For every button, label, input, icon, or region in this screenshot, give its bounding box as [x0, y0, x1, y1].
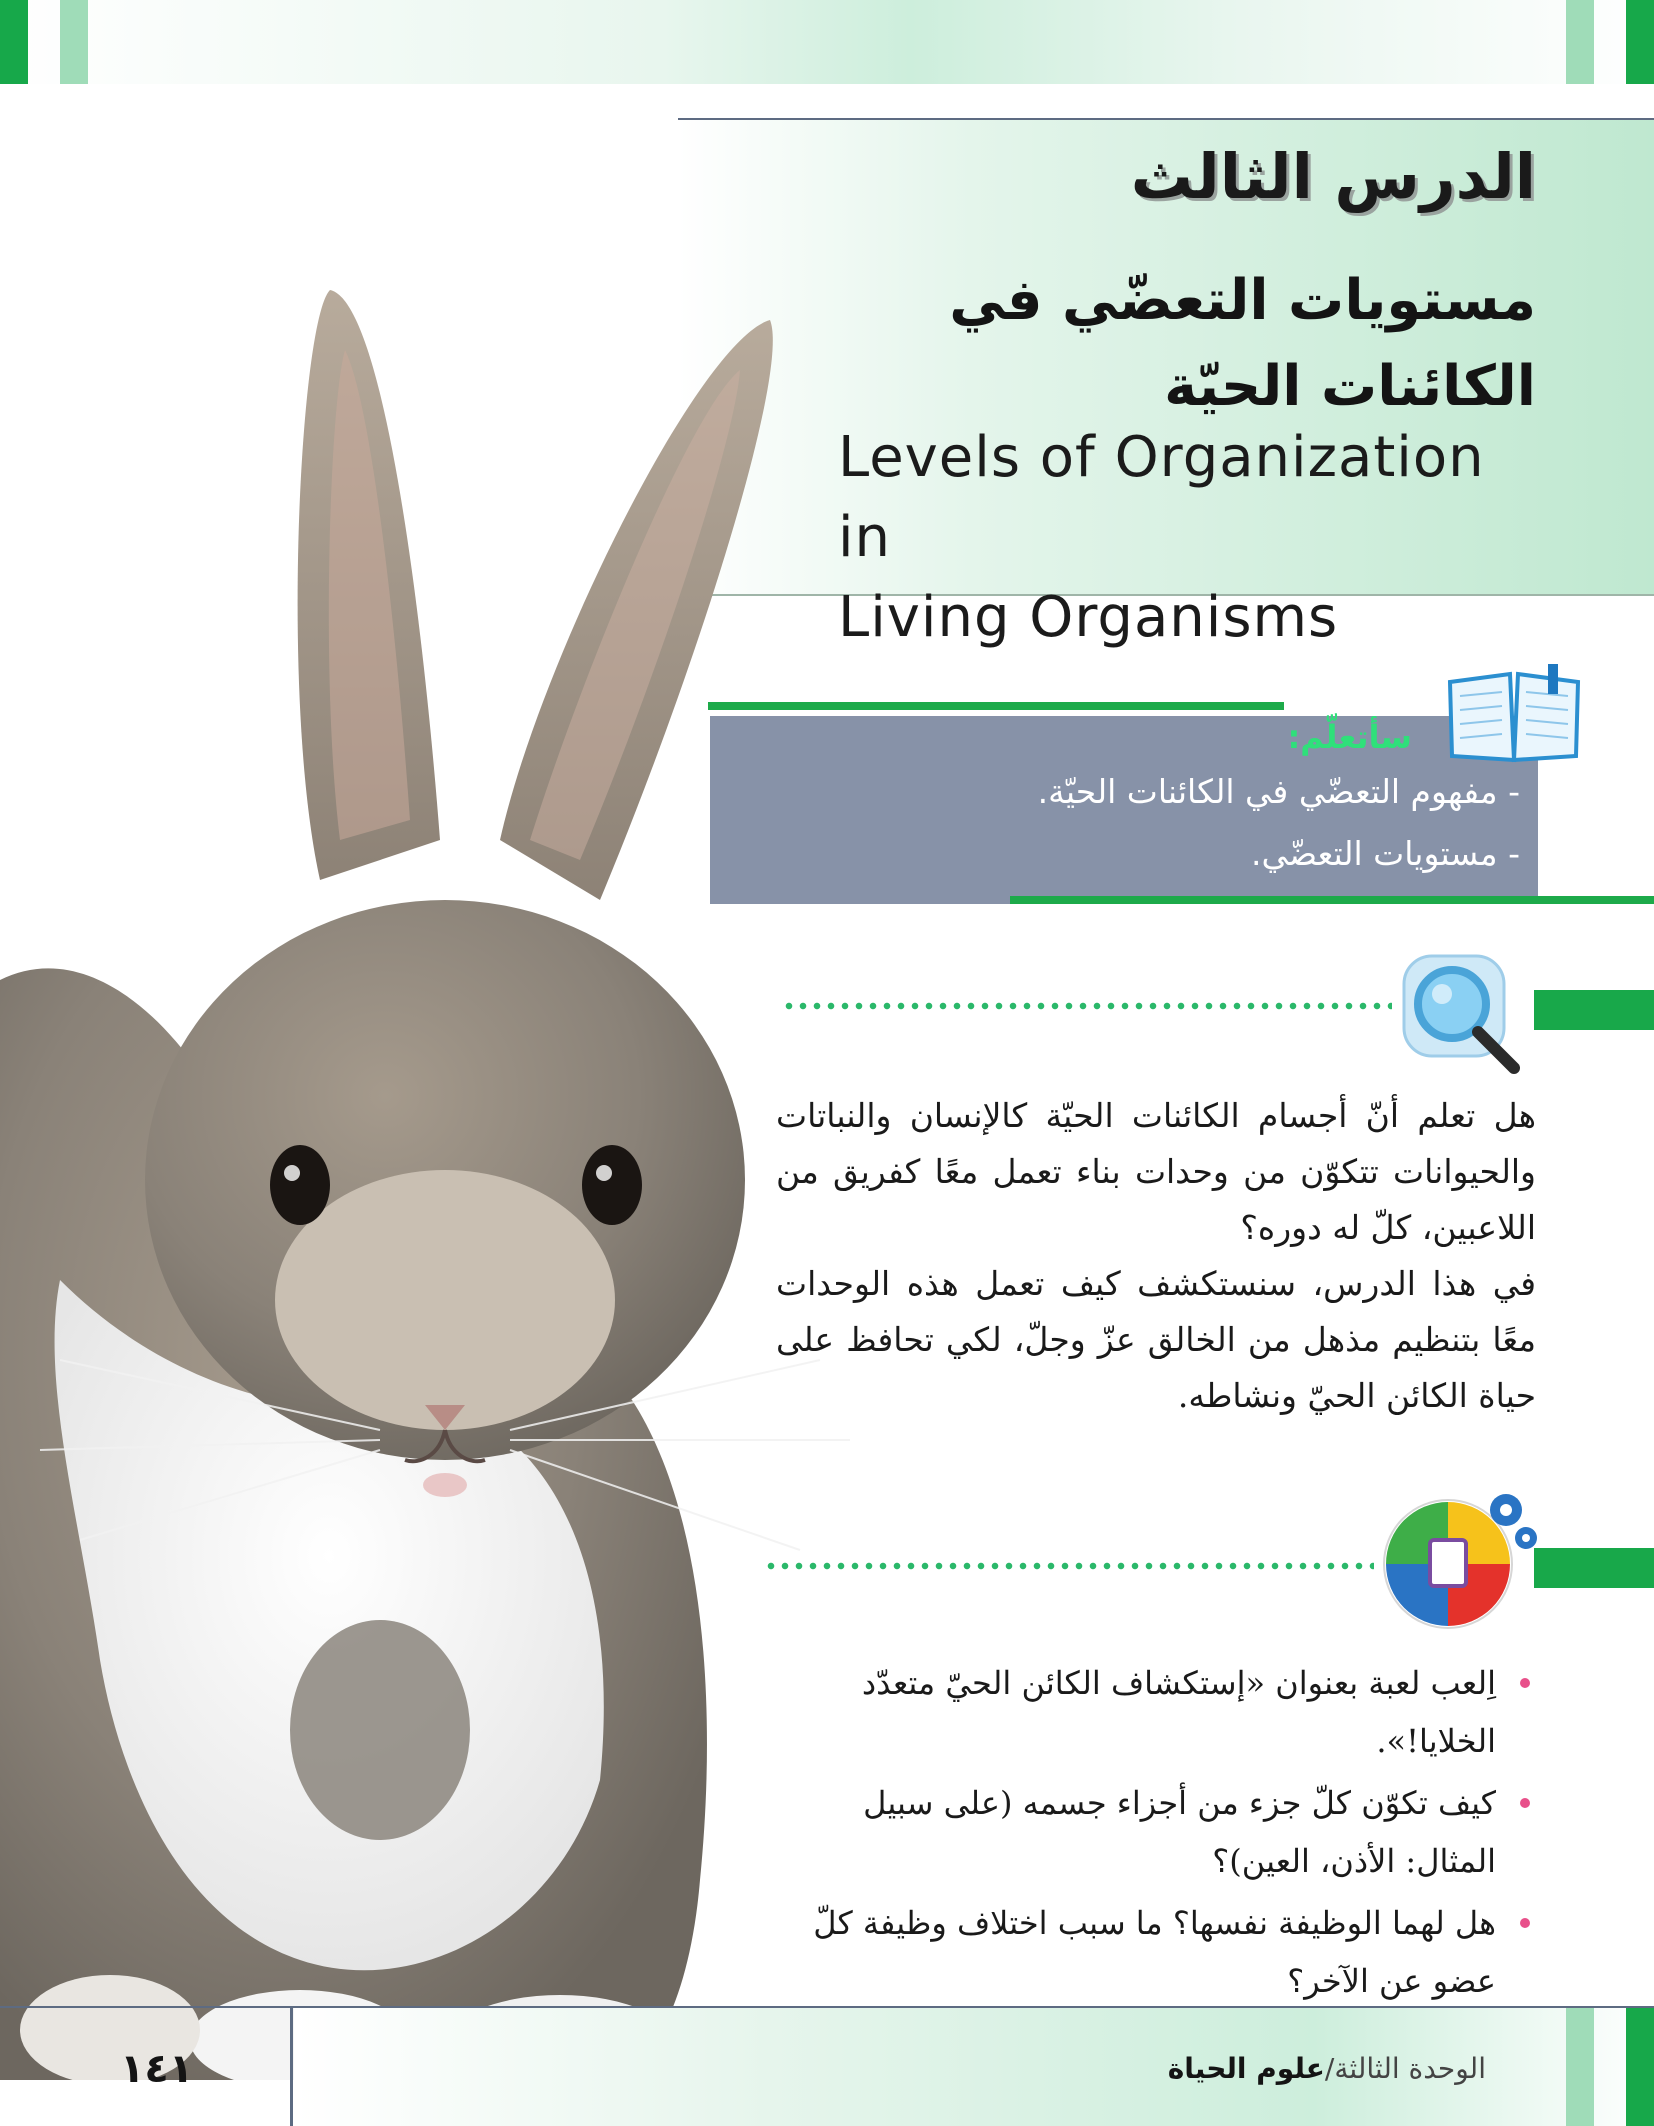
top-stripe-right-dark — [1626, 0, 1654, 84]
intro-text — [776, 1088, 1536, 1424]
learn-box-bottom-bar — [1010, 896, 1654, 904]
footer-rule — [0, 2006, 1654, 2008]
intro-paragraph-2: في هذا الدرس، سنستكشف كيف تعمل هذه الوحدات معًا بتنظيم مذهل من الخالق عزّ وجلّ، لكي تحافظ على حياة الكائن الحيّ ونشاطه. — [776, 1264, 1536, 1415]
explore-dotted-line — [782, 1002, 1392, 1010]
activity-list — [776, 1654, 1536, 2014]
explore-green-tab — [1534, 990, 1654, 1030]
footer-stripe-dark — [1626, 2008, 1654, 2126]
activity-item-text: هل لهما الوظيفة نفسها؟ ما سبب اختلاف وظيفة كلّ عضو عن الآخر؟ — [813, 1904, 1496, 2000]
page-number: ١٤١ — [120, 2046, 194, 2092]
activity-item-game — [776, 1654, 1536, 1770]
activity-item-parts — [776, 1774, 1536, 1890]
learn-heading: سأتعلّم: — [1287, 718, 1412, 756]
top-stripe-right-light — [1566, 0, 1594, 84]
activity-dotted-line — [764, 1562, 1374, 1570]
activity-item-text: كيف تكوّن كلّ جزء من أجزاء جسمه (على سبيل المثال: الأذن، العين)؟ — [863, 1784, 1496, 1880]
lesson-title-arabic-line2: الكائنات الحيّة — [1164, 354, 1536, 419]
footer-subject: علوم الحياة — [1167, 2052, 1325, 2085]
top-stripe-left-light — [60, 0, 88, 84]
learn-item-concept: - مفهوم التعضّي في الكائنات الحيّة. — [1037, 772, 1520, 811]
top-decorative-band — [0, 0, 1654, 84]
bullet-dot — [1520, 1798, 1530, 1808]
activity-item-function — [776, 1894, 1536, 2010]
activity-item-text: اِلعب لعبة بعنوان «إستكشاف الكائن الحيّ متعدّد الخلايا!». — [861, 1664, 1496, 1760]
intro-paragraph-1: هل تعلم أنّ أجسام الكائنات الحيّة كالإنسان والنباتات والحيوانات تتكوّن من وحدات بناء تعمل معًا كفريق من اللاعبين، كلّ له دوره؟ — [776, 1096, 1536, 1247]
learn-item-levels: - مستويات التعضّي. — [1250, 834, 1520, 873]
gears-activity-icon — [1378, 1480, 1538, 1632]
footer-unit: الوحدة الثالثة/ — [1324, 2052, 1486, 2085]
activity-green-tab — [1534, 1548, 1654, 1588]
lesson-title-english-line1: Levels of Organization in — [838, 425, 1485, 570]
rabbit-illustration — [0, 280, 900, 2080]
open-book-icon — [1444, 664, 1584, 766]
footer-stripe-light — [1566, 2008, 1594, 2126]
bullet-dot — [1520, 1918, 1530, 1928]
lesson-title-english-line2: Living Organisms — [838, 585, 1339, 650]
top-stripe-left-dark — [0, 0, 28, 84]
footer-unit-label — [1168, 2052, 1486, 2085]
bullet-dot — [1520, 1678, 1530, 1688]
lesson-label: الدرس الثالث — [1130, 140, 1536, 213]
learn-box-top-bar — [708, 702, 1284, 710]
lesson-title-arabic — [896, 258, 1536, 430]
footer-divider — [290, 2008, 293, 2126]
lesson-title-english — [838, 418, 1538, 658]
magnifier-icon — [1396, 950, 1526, 1076]
lesson-title-arabic-line1: مستويات التعضّي في — [949, 268, 1536, 333]
